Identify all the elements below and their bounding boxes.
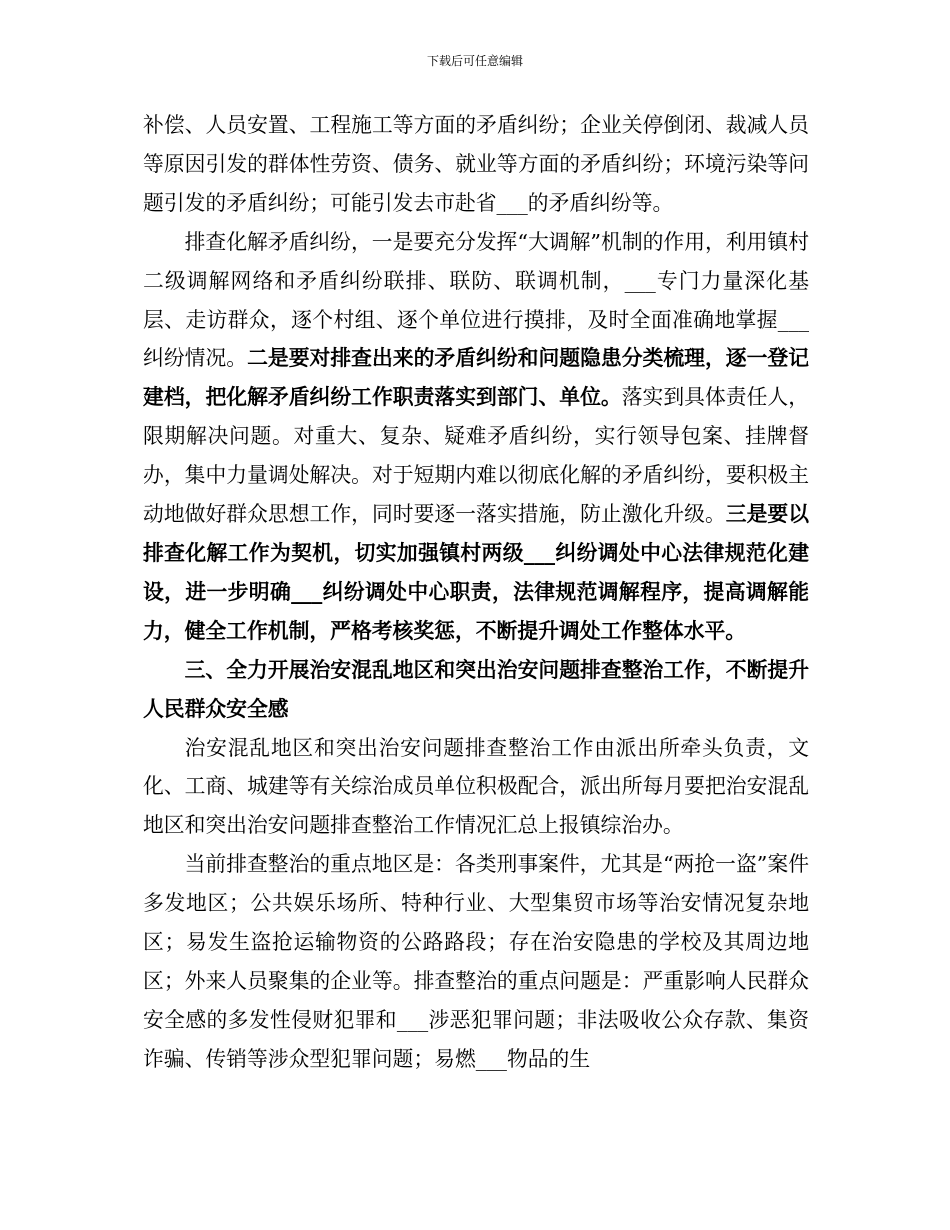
text-segment: 当前排查整治的重点地区是：各类刑事案件，尤其是“两抢一盗”案件多发地区；公共娱乐场所、特种行业、大型集贸市场等治安情况复杂地区；易发生盗抢运输物资的公路路段；存在治安隐患的学校及其周边地区；外来人员聚集的企业等。排查整治的重点问题是：严重影响人民群众安全感的多发性侵财犯罪和___涉恶犯罪问题；非法吸收公众存款、集资诈骗、传销等涉众型犯罪问题；易燃___物品的生: [143, 852, 809, 1071]
document-body: [143, 106, 809, 1079]
page-header: 下载后可任意编辑: [426, 54, 523, 68]
bold-text-segment: 二是要对排查出来的矛盾纠纷和问题隐患分类梳理，逐一登记建档，把化解矛盾纠纷工作职责落实到部门、单位。: [143, 345, 810, 410]
text-segment: 落实到具体责任人，限期解决问题。对重大、复杂、疑难矛盾纠纷，实行领导包案、挂牌督办，集中力量调处解决。对于短期内难以彻底化解的矛盾纠纷，要积极主动地做好群众思想工作，同时要逐一落实措施，防止激化升级。: [143, 385, 810, 527]
bold-text-segment: 三是要以排查化解工作为契机，切实加强镇村两级___纠纷调处中心法律规范化建设，进一步明确___纠纷调处中心职责，法律规范调解程序，提高调解能力，健全工作机制，严格考核奖惩，不断提升调处工作整体水平。: [143, 501, 810, 643]
heading-text: 三、全力开展治安混乱地区和突出治安问题排查整治工作，不断提升人民群众安全感: [143, 656, 809, 721]
text-segment: 排查化解矛盾纠纷，一是要充分发挥“大调解”机制的作用，利用镇村二级调解网络和矛盾纠纷联排、联防、联调机制，___专门力量深化基层、走访群众，逐个村组、逐个单位进行摸排，及时全面准确地掌握___纠纷情况。: [143, 229, 809, 371]
paragraph-key-areas: [143, 845, 809, 1078]
section-heading: [143, 651, 809, 729]
text-segment: 治安混乱地区和突出治安问题排查整治工作由派出所牵头负责，文化、工商、城建等有关综治成员单位积极配合，派出所每月要把治安混乱地区和突出治安问题排查整治工作情况汇总上报镇综治办。: [143, 735, 809, 838]
paragraph-continued: [143, 106, 809, 223]
paragraph-public-security: [143, 729, 809, 846]
text-segment: 补偿、人员安置、工程施工等方面的矛盾纠纷；企业关停倒闭、裁减人员等原因引发的群体性劳资、债务、就业等方面的矛盾纠纷；环境污染等问题引发的矛盾纠纷；可能引发去市赴省___的矛盾纠纷等。: [143, 113, 809, 215]
paragraph-dispute-resolution: [143, 223, 809, 651]
